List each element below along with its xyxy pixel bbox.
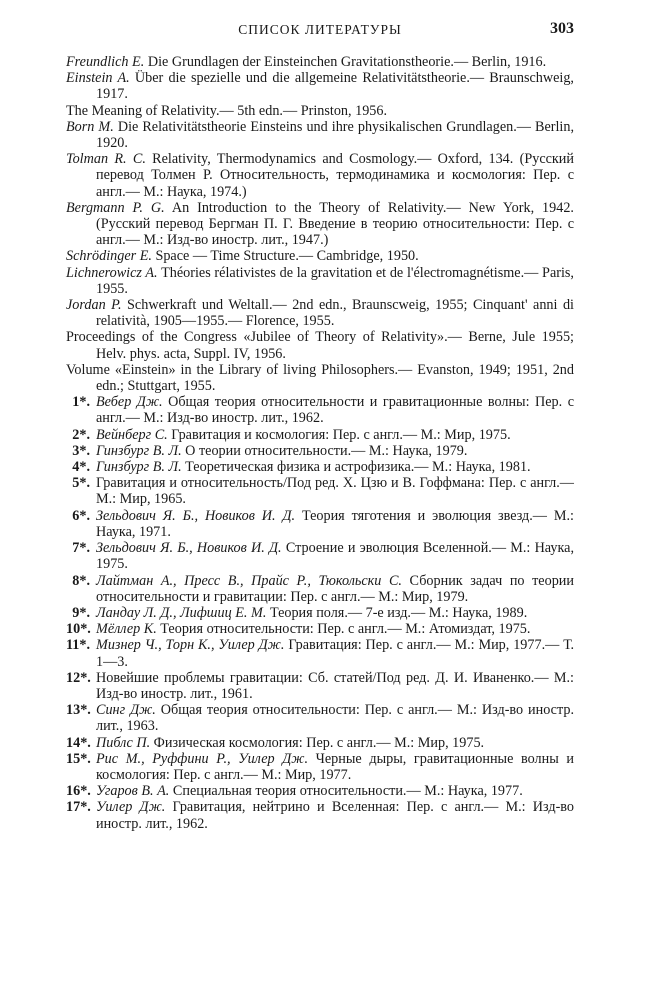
reference-author: Гинзбург В. Л.	[96, 459, 182, 476]
reference-author: Born M.	[66, 118, 114, 135]
reference-author: Tolman R. C.	[66, 151, 146, 168]
reference-entry	[66, 508, 574, 540]
reference-number: 17*.	[66, 799, 91, 816]
reference-text: Сборник задач по теории относительности и гравитации: Пер. с англ.— М.: Мир, 1979.	[96, 572, 574, 605]
reference-entry	[66, 621, 574, 637]
reference-number: 2*.	[72, 426, 90, 443]
reference-text: Строение и эволюция Вселенной.— М.: Наука, 1975.	[96, 540, 575, 573]
reference-author: Рис М., Руффини Р., Уилер Дж.	[96, 750, 309, 767]
reference-text: Общая теория относительности: Пер. с англ.— М.: Изд-во иностр. лит., 1963.	[96, 702, 574, 735]
page-header	[66, 20, 574, 42]
reference-text: Теоретическая физика и астрофизика.— М.: Наука, 1981.	[181, 459, 531, 476]
reference-text: Теория относительности: Пер. с англ.— М.: Атомиздат, 1975.	[156, 621, 531, 638]
reference-entry	[66, 329, 574, 361]
reference-author: Freundlich E.	[66, 54, 145, 70]
page-number: 303	[550, 20, 574, 37]
reference-author: Bergmann P. G.	[66, 199, 165, 216]
reference-text: Die Grundlagen der Einsteinchen Gravitationstheorie.— Berlin, 1916.	[144, 54, 547, 70]
reference-entry	[66, 70, 574, 102]
reference-number: 7*.	[72, 540, 90, 557]
reference-entry	[66, 751, 574, 783]
reference-entry	[66, 427, 574, 443]
reference-text: Гравитация, нейтрино и Вселенная: Пер. с англ.— М.: Изд-во иностр. лит., 1962.	[96, 799, 574, 832]
reference-author: Зельдович Я. Б., Новиков И. Д.	[96, 507, 296, 524]
reference-author: Мёллер К.	[96, 621, 157, 638]
reference-entry	[66, 637, 574, 669]
reference-entry	[66, 475, 574, 507]
reference-text: Proceedings of the Congress «Jubilee of Theory of Relativity».— Berne, Jule 1955; Helv. phys. acta, Suppl. IV, 1956.	[66, 329, 574, 362]
reference-entry	[66, 573, 574, 605]
reference-entry	[66, 394, 574, 426]
reference-number: 16*.	[66, 783, 91, 800]
reference-text: Schwerkraft und Weltall.— 2nd edn., Braunsсweig, 1955; Cinquant' anni di relatività, 1905—1955.— Florence, 1955.	[96, 297, 574, 330]
reference-text: Space — Time Structure.— Cambridge, 1950.	[151, 248, 419, 265]
reference-number: 13*.	[66, 702, 91, 719]
reference-entry	[66, 605, 574, 621]
reference-author: Вейнберг С.	[96, 426, 168, 443]
reference-entry	[66, 540, 574, 572]
reference-number: 6*.	[72, 507, 90, 524]
reference-text: Die Relativitätstheorie Einsteins und ihre physikalischen Grundlagen.— Berlin, 1920.	[96, 118, 574, 152]
reference-text: Физическая космология: Пер. с англ.— М.: Мир, 1975.	[150, 734, 485, 751]
reference-text: Общая теория относительности и гравитационные волны: Пер. с англ.— М.: Изд-во иностр. лит., 1962.	[96, 394, 574, 427]
reference-entry	[66, 119, 574, 151]
reference-entry	[66, 362, 574, 394]
reference-text: Volume «Einstein» in the Library of living Philosophers.— Evanston, 1949; 1951, 2nd edn.; Stuttgart, 1955.	[66, 361, 574, 395]
reference-entry	[66, 735, 574, 751]
reference-entry	[66, 54, 574, 70]
reference-entry	[66, 783, 574, 799]
reference-text: Черные дыры, гравитационные волны и космология: Пер. с англ.— М.: Мир, 1977.	[96, 750, 574, 783]
reference-number: 5*.	[72, 475, 90, 492]
reference-author: Ландау Л. Д., Лифшиц Е. М.	[96, 604, 267, 621]
reference-entry	[66, 670, 574, 702]
reference-author: Lichnerowicz A.	[66, 264, 158, 281]
reference-text: Relativity, Thermodynamics and Cosmology.— Oxford, 134. (Русский перевод Толмен Р. Относительность, термодинамика и космология: Пер. с англ.— М.: Наука, 1974.)	[96, 151, 574, 200]
reference-entry	[66, 297, 574, 329]
reference-author: Мизнер Ч., Торн К., Уилер Дж.	[96, 637, 285, 654]
reference-author: Лайтман А., Пресс В., Прайс Р., Тюкольски С.	[96, 572, 402, 589]
reference-text: Специальная теория относительности.— М.: Наука, 1977.	[169, 783, 523, 800]
running-title: СПИСОК ЛИТЕРАТУРЫ	[238, 22, 402, 37]
reference-text: An Introduction to the Theory of Relativity.— New York, 1942. (Русский перевод Бергман П. Г. Введение в теорию относительности: Пер. с англ.— М.: Изд-во иностр. лит., 1947.)	[96, 199, 574, 249]
reference-author: Jordan P.	[66, 297, 122, 314]
reference-entry	[66, 459, 574, 475]
reference-author: Синг Дж.	[96, 702, 156, 719]
reference-text: Гравитация и относительность/Под ред. Х. Цзю и В. Гоффмана: Пер. с англ.— М.: Мир, 1965.	[96, 475, 574, 508]
reference-number: 3*.	[72, 442, 90, 459]
reference-number: 9*.	[72, 604, 90, 621]
reference-number: 1*.	[72, 394, 90, 411]
reference-text: Теория поля.— 7-е изд.— М.: Наука, 1989.	[266, 604, 528, 621]
reference-text: Über die spezielle und die allgemeine Relativitätstheorie.— Braunschweig, 1917.	[96, 70, 574, 103]
reference-number: 15*.	[66, 750, 91, 767]
reference-entry	[66, 443, 574, 459]
reference-number: 10*.	[66, 621, 91, 638]
reference-text: Гравитация и космология: Пер. с англ.— М.: Мир, 1975.	[167, 426, 511, 443]
reference-text: The Meaning of Relativity.— 5th edn.— Prinston, 1956.	[66, 102, 388, 119]
reference-number: 14*.	[66, 734, 91, 751]
reference-author: Пиблс П.	[96, 734, 151, 751]
reference-author: Угаров В. А.	[96, 783, 170, 800]
reference-author: Einstein A.	[66, 70, 130, 87]
reference-entry	[66, 200, 574, 249]
reference-text: Теория тяготения и эволюция звезд.— М.: Наука, 1971.	[96, 507, 574, 540]
reference-entry	[66, 151, 574, 200]
reference-text: Théories rélativistes de la gravitation et de l'électromagnétisme.— Paris, 1955.	[96, 264, 574, 297]
reference-author: Уилер Дж.	[96, 799, 166, 816]
reference-entry	[66, 799, 574, 831]
reference-author: Вебер Дж.	[96, 394, 163, 411]
reference-author: Schrödinger E.	[66, 248, 152, 265]
reference-number: 11*.	[66, 637, 91, 654]
reference-text: Новейшие проблемы гравитации: Сб. статей/Под ред. Д. И. Иваненко.— М.: Изд-во иностр. лит., 1961.	[96, 669, 574, 702]
reference-entry	[66, 248, 574, 264]
reference-entry	[66, 103, 574, 119]
reference-text: Гравитация: Пер. с англ.— М.: Мир, 1977.— Т. 1—3.	[96, 637, 574, 670]
reference-text: О теории относительности.— М.: Наука, 1979.	[181, 442, 468, 459]
reference-author: Зельдович Я. Б., Новиков И. Д.	[96, 540, 282, 557]
reference-number: 8*.	[72, 572, 90, 589]
reference-number: 12*.	[66, 669, 91, 686]
reference-number: 4*.	[72, 459, 90, 476]
reference-list	[66, 54, 574, 832]
reference-entry	[66, 265, 574, 297]
reference-author: Гинзбург В. Л.	[96, 442, 182, 459]
reference-entry	[66, 702, 574, 734]
